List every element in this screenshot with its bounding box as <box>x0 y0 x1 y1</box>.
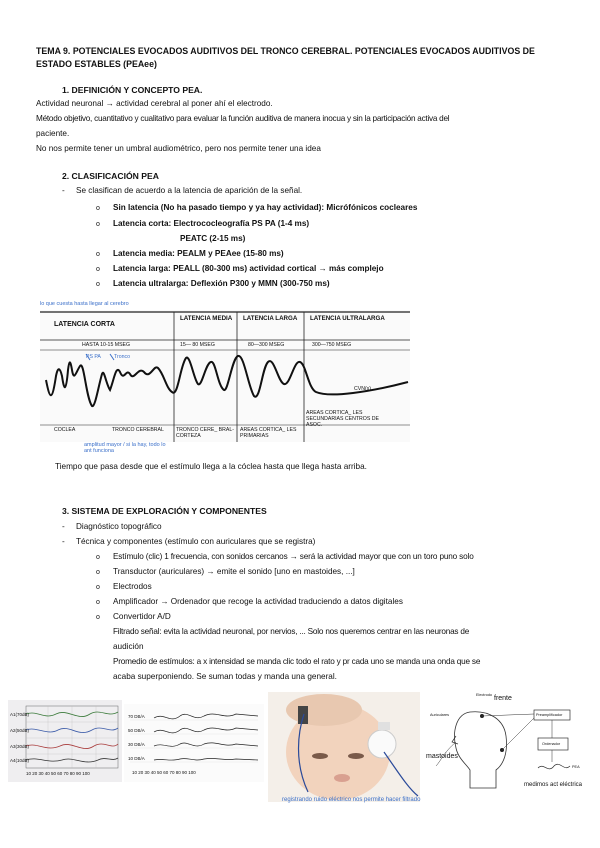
s2-dash: - <box>62 186 65 195</box>
waveform-chart-left <box>8 700 122 782</box>
mid-label-1: 50 DB/A <box>128 728 145 733</box>
fig1-bottom-3: AREAS CORTICA_ LES PRIMARIAS <box>240 427 297 439</box>
latency-figure <box>40 310 410 442</box>
electrode-diagram <box>426 692 596 792</box>
right-label-frente: frente <box>494 695 512 702</box>
right-label-auriculares: Auriculares <box>430 713 449 717</box>
mid-label-3: 10 DB/A <box>128 756 145 761</box>
fig1-range-0: HASTA 10-15 MSEG <box>82 342 131 348</box>
s3-item-3: o Amplificador → Ordenador que recoge la actividad traduciendo a datos digitales <box>96 597 403 606</box>
figure1-caption: Tiempo que pasa desde que el estímulo llega a la cóclea hasta que llega hasta arriba. <box>55 462 367 471</box>
s3-item-0: o Estímulo (clic) 1 frecuencia, con sonidos cercanos → será la actividad mayor que con un toro puno solo <box>96 552 474 561</box>
s3-dash-1: Técnica y componentes (estímulo con auriculares que se registra) <box>76 537 316 546</box>
s2-item-1: o Latencia corta: Electrococleografía PS PA (1-4 ms) <box>96 219 310 228</box>
mid-label-0: 70 DB/A <box>128 714 145 719</box>
left-axis: 10 20 30 40 50 60 70 80 90 100 <box>26 771 90 776</box>
baby-caption: registrando ruido eléctrico nos permite hacer filtrado <box>282 797 421 803</box>
fig1-range-1: 15— 80 MSEG <box>180 342 215 348</box>
fig1-bottom-2: TRONCO CERE_ BRAL-CORTEZA <box>176 427 234 439</box>
fig1-wave-label-0: PS PA <box>86 354 101 360</box>
fig1-note-top: lo que cuesta hasta llegar al cerebro <box>40 301 129 307</box>
mid-label-2: 30 DB/A <box>128 742 145 747</box>
right-label-pea: PEA <box>572 765 580 769</box>
s1-line-3: paciente. <box>36 129 70 138</box>
left-label-2: A3(30dB) <box>10 744 30 749</box>
fig1-wave-label-2: CVN(s) <box>354 386 372 392</box>
fig1-range-2: 80—300 MSEG <box>248 342 285 348</box>
s2-item-2: o Latencia media: PEALM y PEAee (15-80 ms) <box>96 249 284 258</box>
s2-item-4: o Latencia ultralarga: Deflexión P300 y MMN (300-750 ms) <box>96 279 330 288</box>
s1-line-4: No nos permite tener un umbral audiométrico, pero nos permite tener una idea <box>36 144 321 153</box>
left-label-1: A2(50dB) <box>10 728 30 733</box>
fig1-bottom-0: COCLEA <box>54 427 76 433</box>
fig1-header-1: LATENCIA MEDIA <box>180 315 233 322</box>
s1-line-2: Método objetivo, cuantitativo y cualitativo para evaluar la función auditiva de manera inocua y sin la participación activa del <box>36 114 450 123</box>
fig1-header-3: LATENCIA ULTRALARGA <box>310 315 385 322</box>
mid-axis: 10 20 30 40 50 60 70 80 90 100 <box>132 770 196 775</box>
s3-item-2: o Electrodos <box>96 582 152 591</box>
right-label-medimos: medimos act eléctrica <box>524 782 583 788</box>
s3-promedio-0: Promedio de estímulos: a x intensidad se manda clic todo el rato y pr cada uno se manda una onda que se <box>113 657 481 666</box>
right-label-mastoides: mastoides <box>426 753 458 760</box>
baby-photo <box>268 692 420 802</box>
left-label-0: A1(70dB) <box>10 712 30 717</box>
s3-item-4: o Convertidor A/D <box>96 612 171 621</box>
left-label-3: A4(10dB) <box>10 758 30 763</box>
document-title: TEMA 9. POTENCIALES EVOCADOS AUDITIVOS DEL TRONCO CEREBRAL. POTENCIALES EVOCADOS AUDITIVOS DE ESTADO ESTABLES (PEAee) <box>36 46 535 69</box>
s3-filtrado-0: Filtrado señal: evita la actividad neuronal, por nervios, ... Solo nos queremos centrar en las neuronas de <box>113 627 470 636</box>
s3-dash-0: Diagnóstico topográfico <box>76 522 162 531</box>
right-label-preamp: Preamplificador <box>536 713 563 717</box>
section-1-heading: 1. DEFINICIÓN Y CONCEPTO PEA. <box>62 85 203 95</box>
s3-filtrado-1: audición <box>113 642 144 651</box>
fig1-bottom-1: TRONCO CEREBRAL <box>112 427 164 433</box>
s2-item-3: o Latencia larga: PEALL (80-300 ms) actividad cortical → más complejo <box>96 264 384 273</box>
s3-promedio-1: acaba superponiendo. Se suman todas y manda una general. <box>113 672 337 681</box>
s2-peatc: PEATC (2-15 ms) <box>180 234 246 243</box>
right-label-ordenador: Ordenador <box>542 742 561 746</box>
fig1-wave-label-1: Tronco <box>114 354 130 360</box>
s3-item-1: o Transductor (auriculares) → emite el sonido [uno en mastoides, ...] <box>96 567 355 576</box>
s2-intro: Se clasifican de acuerdo a la latencia de aparición de la señal. <box>76 186 303 195</box>
waveform-chart-middle <box>124 704 264 782</box>
section-2-heading: 2. CLASIFICACIÓN PEA <box>62 171 159 181</box>
s2-item-0: o Sin latencia (No ha pasado tiempo y ya hay actividad): Micrófónicos cocleares <box>96 203 418 212</box>
right-label-electrodo: Electrodo <box>476 693 493 697</box>
fig1-range-3: 300—750 MSEG <box>312 342 352 348</box>
fig1-header-0: LATENCIA CORTA <box>54 321 115 328</box>
fig1-bottom-4: AREAS CORTICA_ LES SECUNDARIAS CENTROS DE ASOC. <box>306 410 379 428</box>
fig1-header-2: LATENCIA LARGA <box>243 315 298 322</box>
s1-line-1: Actividad neuronal → actividad cerebral al poner ahí el electrodo. <box>36 99 273 108</box>
fig1-note-bottom: amplitud mayor / si la hay, todo lo ant funciona <box>84 442 166 454</box>
section-3-heading: 3. SISTEMA DE EXPLORACIÓN Y COMPONENTES <box>62 506 267 516</box>
